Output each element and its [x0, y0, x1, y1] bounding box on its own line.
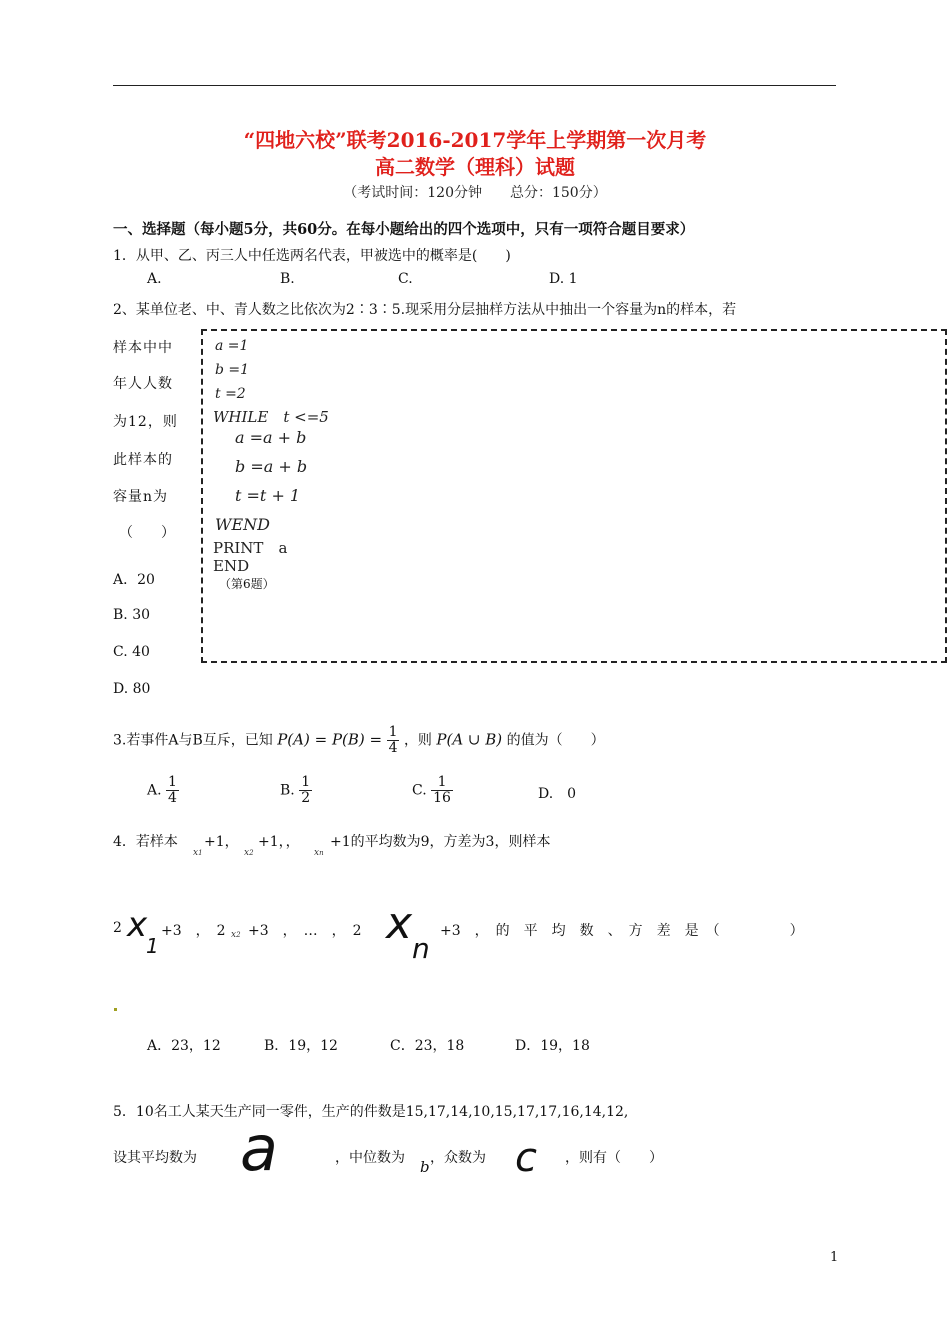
program-line-9: PRINT a: [213, 539, 288, 557]
q5-var-a: a: [240, 1112, 278, 1185]
program-line-2: b =1: [215, 362, 250, 378]
q4-line2-a: 2: [113, 920, 122, 936]
q2-paren: （ ）: [119, 525, 175, 541]
program-line-4: WHILE t <=5: [213, 408, 329, 426]
q4-x2-var-small: [231, 930, 241, 940]
frac-num: 1: [388, 724, 398, 740]
section-heading: 一、选择题（每小题5分，共60分。在每小题给出的四个选项中，只有一项符合题目要求）: [113, 221, 695, 238]
q4-line2-c: +3 ， … ， 2: [248, 923, 362, 939]
frac-den: 4: [388, 740, 398, 756]
q1-option-d: D. 1: [549, 271, 578, 287]
q4-option-a: A．23，12: [147, 1038, 221, 1054]
q4-stem-a: 4．若样本: [113, 834, 178, 850]
q1-option-a: A.: [147, 271, 162, 287]
q4-stem-b: +1的平均数为9，方差为3，则样本: [330, 834, 551, 850]
q2-option-d: D. 80: [113, 681, 151, 697]
q5-var-c: c: [515, 1135, 537, 1181]
q2-option-b: B. 30: [113, 607, 151, 623]
var-x: x: [231, 930, 237, 940]
q3-formula-1: P(A) = P(B) =: [277, 730, 383, 749]
program-line-7: t =t + 1: [235, 486, 301, 505]
q1-option-c: C.: [398, 271, 413, 287]
q4-plus-2: +1，，: [258, 834, 300, 850]
exam-title: “四地六校”联考2016-2017学年上学期第一次月考: [243, 128, 707, 152]
exam-info: （考试时间：120分钟 总分：150分）: [343, 185, 607, 201]
page-number: 1: [830, 1250, 839, 1265]
q3-formula-2: P(A ∪ B): [436, 730, 503, 749]
q4-x1-var: [193, 848, 203, 858]
option-fraction: [431, 775, 453, 806]
q5-line2-d: ，则有（ ）: [565, 1150, 663, 1166]
q3-fraction-1: [387, 725, 400, 756]
var-sub: n: [319, 849, 324, 857]
top-rule: [113, 85, 836, 86]
program-line-8: WEND: [215, 515, 270, 534]
q2-option-c: C. 40: [113, 644, 150, 660]
frac-den: 16: [433, 790, 451, 806]
q4-big-sub1: 1: [146, 934, 159, 958]
exam-subtitle: 高二数学（理科）试题: [375, 155, 575, 179]
q4-line2-d: +3 ， 的 平 均 数 、 方 差 是 （ ）: [440, 923, 804, 939]
q5-stem: 5．10名工人某天生产同一零件，生产的件数是15,17,14,10,15,17,17,16,14,12,: [113, 1104, 629, 1120]
frac-den: 2: [301, 790, 311, 806]
q1-stem: 1．从甲、乙、丙三人中任选两名代表，甲被选中的概率是( ): [113, 248, 511, 264]
q2-wrap-4: 此样本的: [113, 452, 173, 468]
program-line-5: a =a + b: [235, 428, 307, 447]
var-x: x: [244, 848, 250, 858]
option-label: B.: [280, 782, 295, 799]
q3-option-b: [280, 775, 312, 806]
q3-stem-a: 3.若事件A与B互斥，已知: [113, 732, 273, 749]
q2-wrap-1: 样本中中: [113, 340, 173, 356]
q4-option-c: C．23，18: [390, 1038, 465, 1054]
program-line-1: a =1: [215, 338, 249, 354]
q5-var-b: b: [420, 1158, 430, 1176]
q5-line2-b: ，中位数为: [335, 1150, 405, 1166]
frac-num: 1: [168, 774, 177, 790]
q4-xn-var: [314, 848, 324, 858]
var-x: x: [193, 848, 199, 858]
q2-option-a: A．20: [113, 572, 155, 588]
q3-stem-b: ，则: [403, 732, 432, 749]
q3-stem: [113, 725, 605, 756]
var-x: x: [314, 848, 320, 858]
q3-stem-c: 的值为（ ）: [506, 732, 605, 749]
q3-option-c: [412, 775, 453, 806]
q4-big-xn: x: [386, 898, 413, 949]
var-sub: 2: [249, 849, 254, 857]
q2-wrap-2: 年人人数: [113, 376, 173, 392]
frac-den: 4: [168, 790, 177, 806]
frac-num: 1: [431, 775, 453, 791]
q4-big-x1: x: [127, 905, 148, 945]
q1-option-b: B.: [280, 271, 295, 287]
q2-stem: 2、某单位老、中、青人数之比依次为2∶3∶5.现采用分层抽样方法从中抽出一个容量为n的样本，若: [113, 302, 737, 318]
q4-plus-1: +1，: [204, 834, 239, 850]
frac-num: 1: [301, 774, 311, 790]
option-fraction: [166, 775, 179, 806]
var-sub: 2: [236, 931, 241, 939]
q4-x2-var: [244, 848, 254, 858]
q3-option-a: [147, 775, 179, 806]
q2-wrap-5: 容量n为: [113, 489, 169, 505]
program-caption: （第6题）: [219, 577, 275, 591]
var-sub: 1: [198, 849, 203, 857]
program-box: [201, 329, 947, 663]
q4-option-d: D．19，18: [515, 1038, 590, 1054]
option-label: C.: [412, 782, 427, 799]
program-line-6: b =a + b: [235, 457, 308, 476]
program-line-10: END: [213, 557, 250, 575]
q4-option-b: B．19，12: [264, 1038, 338, 1054]
q4-line2-b: +3 ， 2: [161, 923, 226, 939]
q4-big-subn: n: [412, 932, 430, 965]
option-fraction: [299, 775, 312, 806]
q3-option-d: D. 0: [538, 786, 577, 802]
q5-line2-a: 设其平均数为: [113, 1150, 197, 1166]
artifact-dot: [114, 1008, 117, 1011]
q5-line2-c: ，众数为: [430, 1150, 486, 1166]
program-line-3: t =2: [215, 386, 246, 402]
q2-wrap-3: 为12，则: [113, 414, 178, 430]
option-label: A.: [147, 782, 162, 799]
